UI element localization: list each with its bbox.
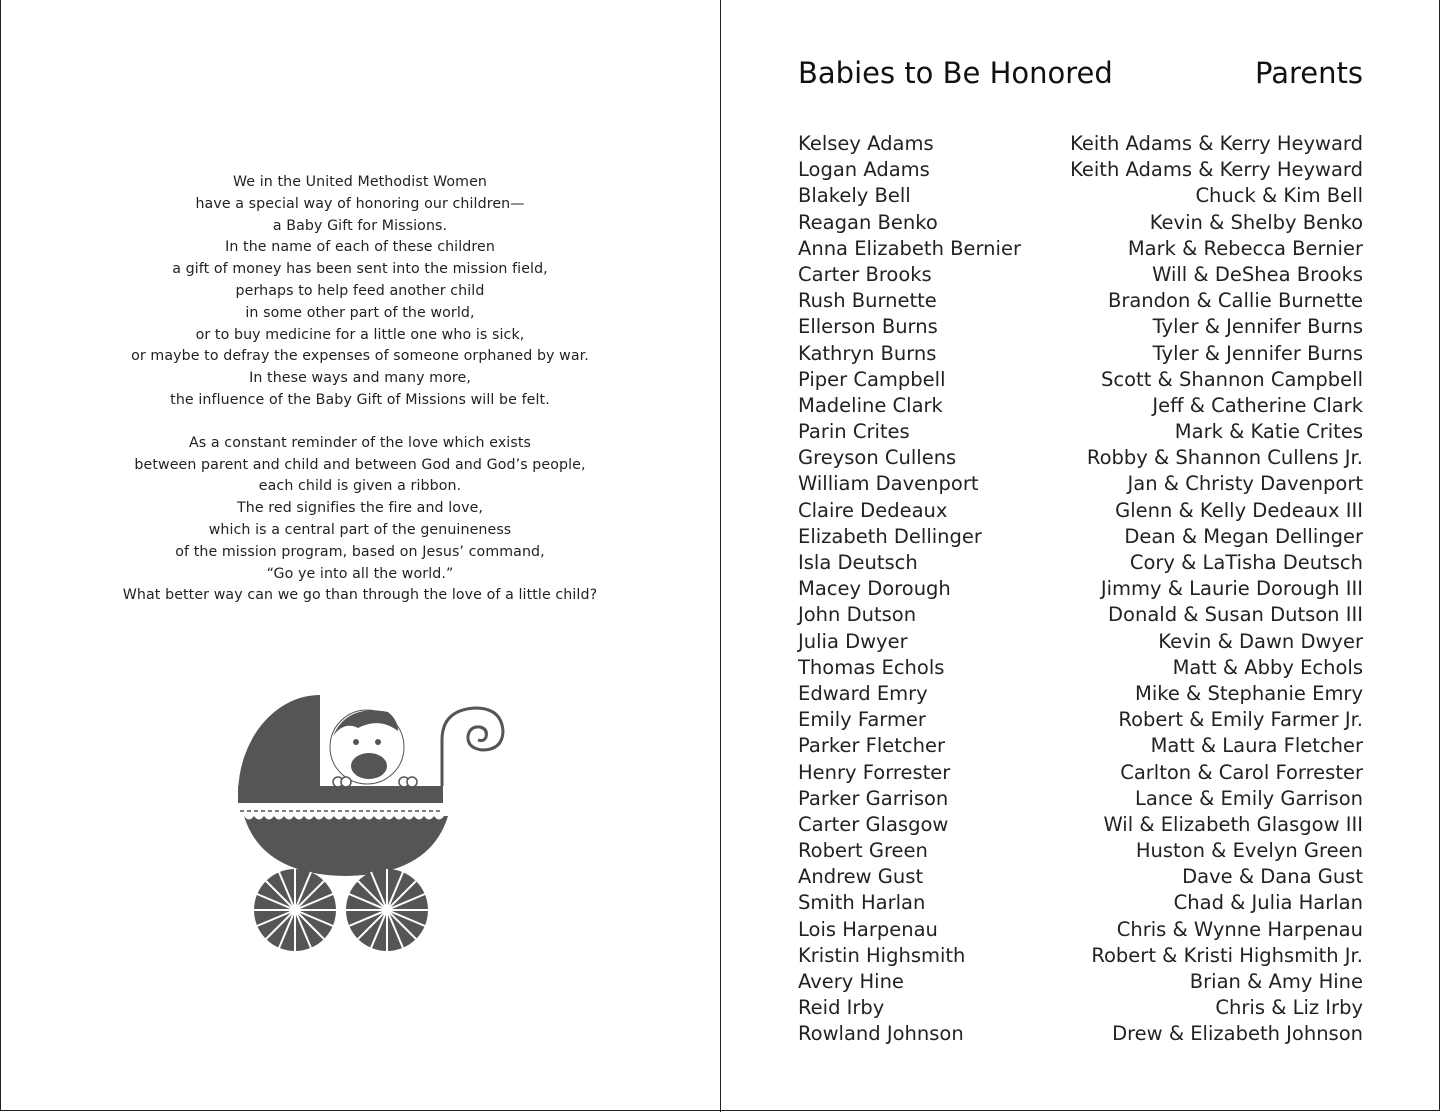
roster-row [798, 996, 1363, 1022]
roster-row [798, 132, 1363, 158]
poem-line: in some other part of the world, [245, 304, 475, 321]
carriage-handle [442, 708, 503, 786]
baby-name: Andrew Gust [798, 865, 924, 889]
roster-row [798, 708, 1363, 734]
poem-line: As a constant reminder of the love which exists [188, 434, 531, 451]
parents-name: Chad & Julia Harlan [1173, 891, 1363, 915]
baby-name: Piper Campbell [798, 367, 946, 391]
roster-row [798, 315, 1363, 341]
heading-parents: Parents [1255, 56, 1363, 90]
poem-line: have a special way of honoring our children— [195, 195, 525, 212]
roster-row [798, 865, 1363, 891]
parents-name: Matt & Laura Fletcher [1150, 734, 1363, 758]
roster-row [798, 158, 1363, 184]
baby-name: Anna Elizabeth Bernier [798, 236, 1021, 260]
parents-name: Donald & Susan Dutson III [1108, 603, 1363, 627]
baby-gift-poem [60, 172, 660, 628]
poem-line: a gift of money has been sent into the mission field, [172, 261, 548, 278]
parents-name: Robert & Kristi Highsmith Jr. [1091, 943, 1363, 967]
poem-line: between parent and child and between God and God’s people, [134, 456, 586, 473]
poem-line: a Baby Gift for Missions. [272, 217, 448, 234]
roster-row [798, 891, 1363, 917]
baby-name: Parker Fletcher [798, 734, 946, 758]
parents-name: Mark & Rebecca Bernier [1127, 236, 1363, 260]
baby-name: Isla Deutsch [798, 551, 918, 574]
baby-mouth [351, 753, 387, 779]
roster-row [798, 446, 1363, 472]
baby-name: Rowland Johnson [798, 1022, 964, 1046]
roster-row [798, 525, 1363, 551]
parents-name: Drew & Elizabeth Johnson [1112, 1022, 1363, 1046]
roster-row [798, 394, 1363, 420]
parents-name: Brandon & Callie Burnette [1107, 289, 1363, 313]
baby-name: Elizabeth Dellinger [798, 524, 982, 548]
baby-name: Logan Adams [798, 158, 930, 182]
baby-name: Henry Forrester [798, 760, 951, 784]
baby-name: Thomas Echols [798, 655, 945, 679]
parents-name: Scott & Shannon Campbell [1101, 367, 1363, 391]
parents-name: Cory & LaTisha Deutsch [1129, 551, 1363, 574]
carriage-upper-band [238, 786, 443, 803]
parents-name: Tyler & Jennifer Burns [1152, 315, 1363, 339]
roster-row [798, 734, 1363, 760]
roster-row [798, 289, 1363, 315]
roster-headings [798, 56, 1363, 100]
parents-name: Wil & Elizabeth Glasgow III [1103, 812, 1363, 836]
heading-babies: Babies to Be Honored [798, 56, 1113, 90]
poem-stanza [60, 172, 660, 412]
baby-name: Ellerson Burns [798, 315, 938, 339]
baby-name: Edward Emry [798, 681, 928, 705]
parents-name: Keith Adams & Kerry Heyward [1070, 158, 1363, 182]
poem-line: which is a central part of the genuineness [208, 521, 512, 538]
roster-row [798, 472, 1363, 498]
baby-name: Macey Dorough [798, 577, 951, 601]
baby-name: Kristin Highsmith [798, 943, 966, 967]
poem-line: perhaps to help feed another child [235, 282, 485, 299]
baby-name: Kelsey Adams [798, 132, 934, 155]
roster-row [798, 420, 1363, 446]
parents-name: Chris & Liz Irby [1215, 996, 1363, 1020]
carriage-wheel-right [346, 869, 428, 951]
parents-name: Carlton & Carol Forrester [1120, 760, 1363, 784]
baby-name: Kathryn Burns [798, 341, 937, 365]
parents-name: Will & DeShea Brooks [1152, 262, 1363, 286]
poem-line: each child is given a ribbon. [258, 478, 462, 495]
baby-name: Robert Green [798, 839, 928, 863]
baby-name: Parin Crites [798, 420, 910, 444]
baby-name: Blakely Bell [798, 184, 911, 208]
parents-name: Brian & Amy Hine [1189, 970, 1363, 993]
baby-eye-left [353, 739, 359, 745]
roster-row [798, 211, 1363, 237]
parents-name: Keith Adams & Kerry Heyward [1070, 132, 1363, 155]
roster-row [798, 813, 1363, 839]
parents-name: Lance & Emily Garrison [1134, 786, 1363, 810]
parents-name: Robert & Emily Farmer Jr. [1118, 708, 1363, 732]
roster-row [798, 237, 1363, 263]
roster-row [798, 342, 1363, 368]
parents-name: Glenn & Kelly Dedeaux III [1115, 498, 1363, 522]
parents-name: Mark & Katie Crites [1174, 420, 1363, 444]
parents-name: Jeff & Catherine Clark [1152, 393, 1363, 417]
baby-eye-right [375, 739, 381, 745]
baby-name: Lois Harpenau [798, 917, 938, 941]
baby-name: Rush Burnette [798, 289, 937, 313]
baby-name: William Davenport [798, 472, 979, 496]
roster-row [798, 656, 1363, 682]
parents-name: Robby & Shannon Cullens Jr. [1086, 446, 1363, 470]
poem-line: or to buy medicine for a little one who is sick, [195, 326, 525, 343]
roster-row [798, 918, 1363, 944]
roster-row [798, 682, 1363, 708]
poem-stanza [60, 433, 660, 607]
roster-row [798, 263, 1363, 289]
poem-line: “Go ye into all the world.” [266, 565, 454, 582]
roster-row [798, 551, 1363, 577]
roster-row [798, 761, 1363, 787]
parents-name: Kevin & Dawn Dwyer [1158, 629, 1363, 653]
poem-line: or maybe to defray the expenses of someone orphaned by war. [131, 348, 589, 365]
carriage-wheel-left [254, 869, 336, 951]
parents-name: Dave & Dana Gust [1182, 865, 1363, 889]
baby-name: Carter Glasgow [798, 812, 949, 836]
parents-name: Jan & Christy Davenport [1127, 472, 1363, 496]
poem-line: of the mission program, based on Jesus’ command, [175, 543, 545, 560]
baby-name: Emily Farmer [798, 708, 926, 732]
baby-name: John Dutson [798, 603, 917, 627]
parents-name: Mike & Stephanie Emry [1135, 681, 1363, 705]
roster-row [798, 630, 1363, 656]
carriage-basket [244, 816, 448, 876]
parents-name: Chuck & Kim Bell [1195, 184, 1363, 208]
parents-name: Chris & Wynne Harpenau [1116, 917, 1363, 941]
parents-name: Tyler & Jennifer Burns [1152, 341, 1363, 365]
poem-line: In the name of each of these children [225, 239, 495, 256]
baby-name: Madeline Clark [798, 393, 943, 417]
baby-name: Smith Harlan [798, 891, 926, 915]
roster-row [798, 499, 1363, 525]
baby-name: Avery Hine [798, 970, 904, 993]
roster-row [798, 839, 1363, 865]
baby-name: Greyson Cullens [798, 446, 957, 470]
roster-row [798, 577, 1363, 603]
poem-line: In these ways and many more, [249, 370, 471, 387]
roster-row [798, 787, 1363, 813]
roster-row [798, 1022, 1363, 1048]
baby-carriage-icon [230, 690, 520, 960]
parents-name: Matt & Abby Echols [1172, 655, 1363, 679]
roster-row [798, 970, 1363, 996]
roster-row [798, 184, 1363, 210]
poem-line: The red signifies the fire and love, [236, 500, 484, 517]
baby-name: Julia Dwyer [798, 629, 908, 653]
baby-name: Reid Irby [798, 996, 885, 1020]
poem-line: What better way can we go than through the love of a little child? [122, 587, 598, 604]
parents-name: Dean & Megan Dellinger [1124, 524, 1363, 548]
right-page [721, 0, 1440, 1112]
roster-row [798, 944, 1363, 970]
baby-name: Reagan Benko [798, 210, 938, 234]
parents-name: Jimmy & Laurie Dorough III [1100, 577, 1363, 601]
baby-name: Parker Garrison [798, 786, 949, 810]
poem-line: We in the United Methodist Women [232, 174, 488, 190]
roster-row [798, 368, 1363, 394]
honoree-roster [798, 132, 1363, 1049]
parents-name: Huston & Evelyn Green [1135, 839, 1363, 863]
baby-name: Claire Dedeaux [798, 498, 948, 522]
parents-name: Kevin & Shelby Benko [1149, 210, 1363, 234]
roster-row [798, 603, 1363, 629]
poem-line: the influence of the Baby Gift of Missions will be felt. [170, 391, 550, 408]
baby-name: Carter Brooks [798, 262, 932, 286]
